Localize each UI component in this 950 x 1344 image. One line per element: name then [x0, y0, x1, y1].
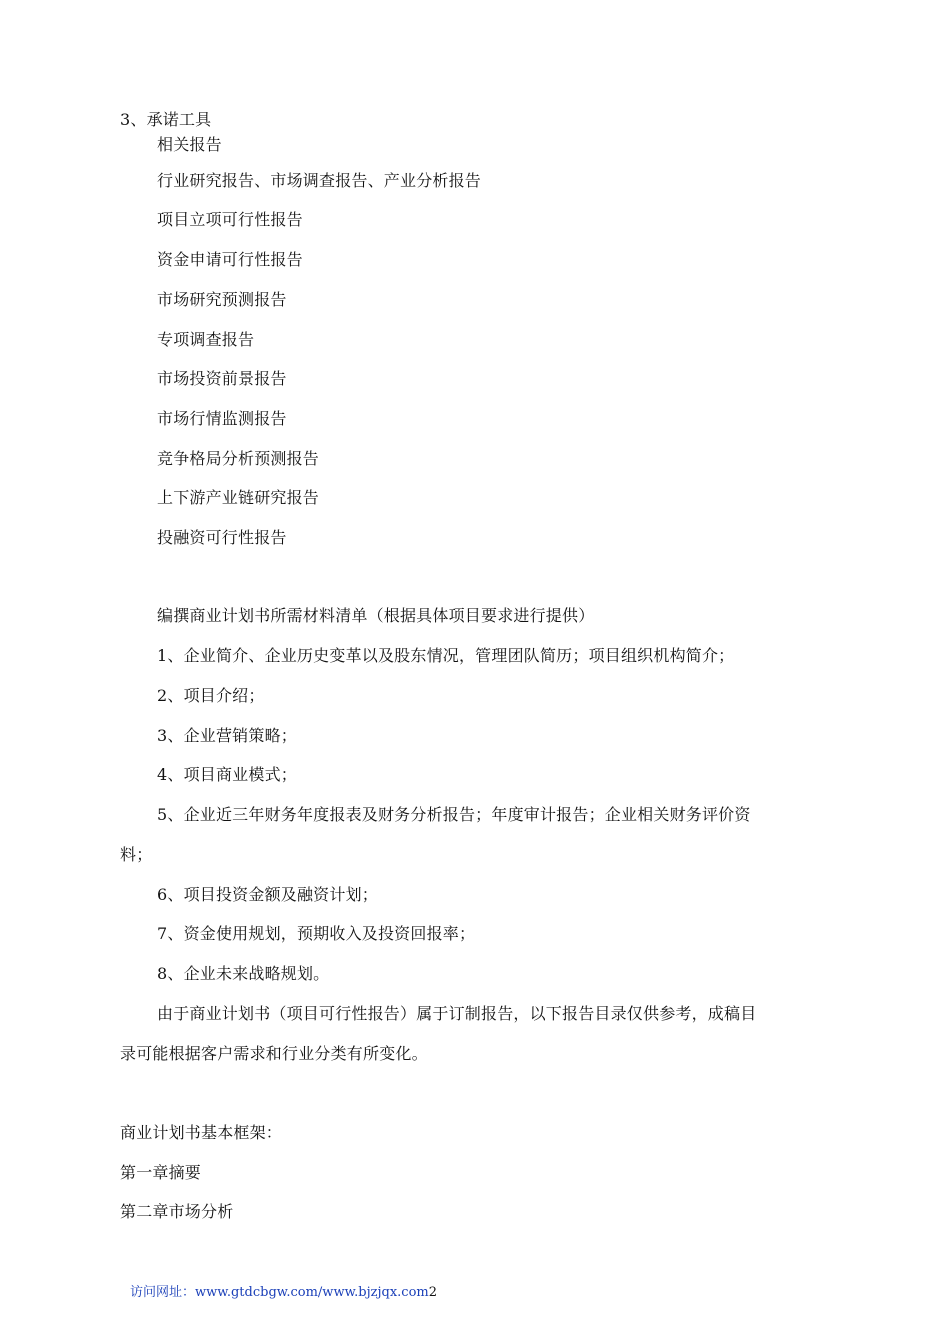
related-report-item: 市场投资前景报告: [157, 369, 287, 388]
footer-label: 访问网址：: [130, 1285, 196, 1300]
related-report-item: 专项调查报告: [157, 330, 255, 349]
chapter-item: 第一章摘要: [120, 1163, 202, 1182]
chapter-item: 第二章市场分析: [120, 1202, 234, 1221]
material-item: 7、资金使用规划，预期收入及投资回报率；: [157, 924, 476, 943]
related-report-item: 项目立项可行性报告: [157, 210, 303, 229]
material-item: 8、企业未来战略规划。: [157, 964, 330, 983]
framework-heading: 商业计划书基本框架：: [120, 1123, 283, 1142]
related-reports-heading: 相关报告: [157, 135, 222, 154]
material-item: 5、企业近三年财务年度报表及财务分析报告；年度审计报告；企业相关财务评价资: [157, 805, 751, 824]
related-report-item: 资金申请可行性报告: [157, 250, 303, 269]
material-item: 2、项目介绍；: [157, 686, 265, 705]
note-line-2: 录可能根据客户需求和行业分类有所变化。: [120, 1044, 428, 1063]
material-item: 4、项目商业模式；: [157, 765, 297, 784]
material-item-continuation: 料；: [120, 845, 153, 864]
section-heading: 3、承诺工具: [120, 110, 212, 129]
materials-heading: 编撰商业计划书所需材料清单（根据具体项目要求进行提供）: [157, 606, 595, 625]
related-report-item: 竞争格局分析预测报告: [157, 449, 320, 468]
related-report-item: 上下游产业链研究报告: [157, 488, 320, 507]
footer-url-link[interactable]: www.gtdcbgw.com/www.bjzjqx.com: [195, 1285, 429, 1300]
related-report-item: 市场行情监测报告: [157, 409, 287, 428]
page-footer: [130, 1285, 437, 1301]
related-report-item: 市场研究预测报告: [157, 290, 287, 309]
page-number: 2: [428, 1285, 438, 1300]
related-report-item: 投融资可行性报告: [157, 528, 287, 547]
material-item: 3、企业营销策略；: [157, 726, 297, 745]
material-item: 6、项目投资金额及融资计划；: [157, 885, 378, 904]
note-line-1: 由于商业计划书（项目可行性报告）属于订制报告，以下报告目录仅供参考，成稿目: [157, 1004, 757, 1023]
related-report-item: 行业研究报告、市场调查报告、产业分析报告: [157, 171, 482, 190]
material-item: 1、企业简介、企业历史变革以及股东情况，管理团队简历；项目组织机构简介；: [157, 646, 735, 665]
